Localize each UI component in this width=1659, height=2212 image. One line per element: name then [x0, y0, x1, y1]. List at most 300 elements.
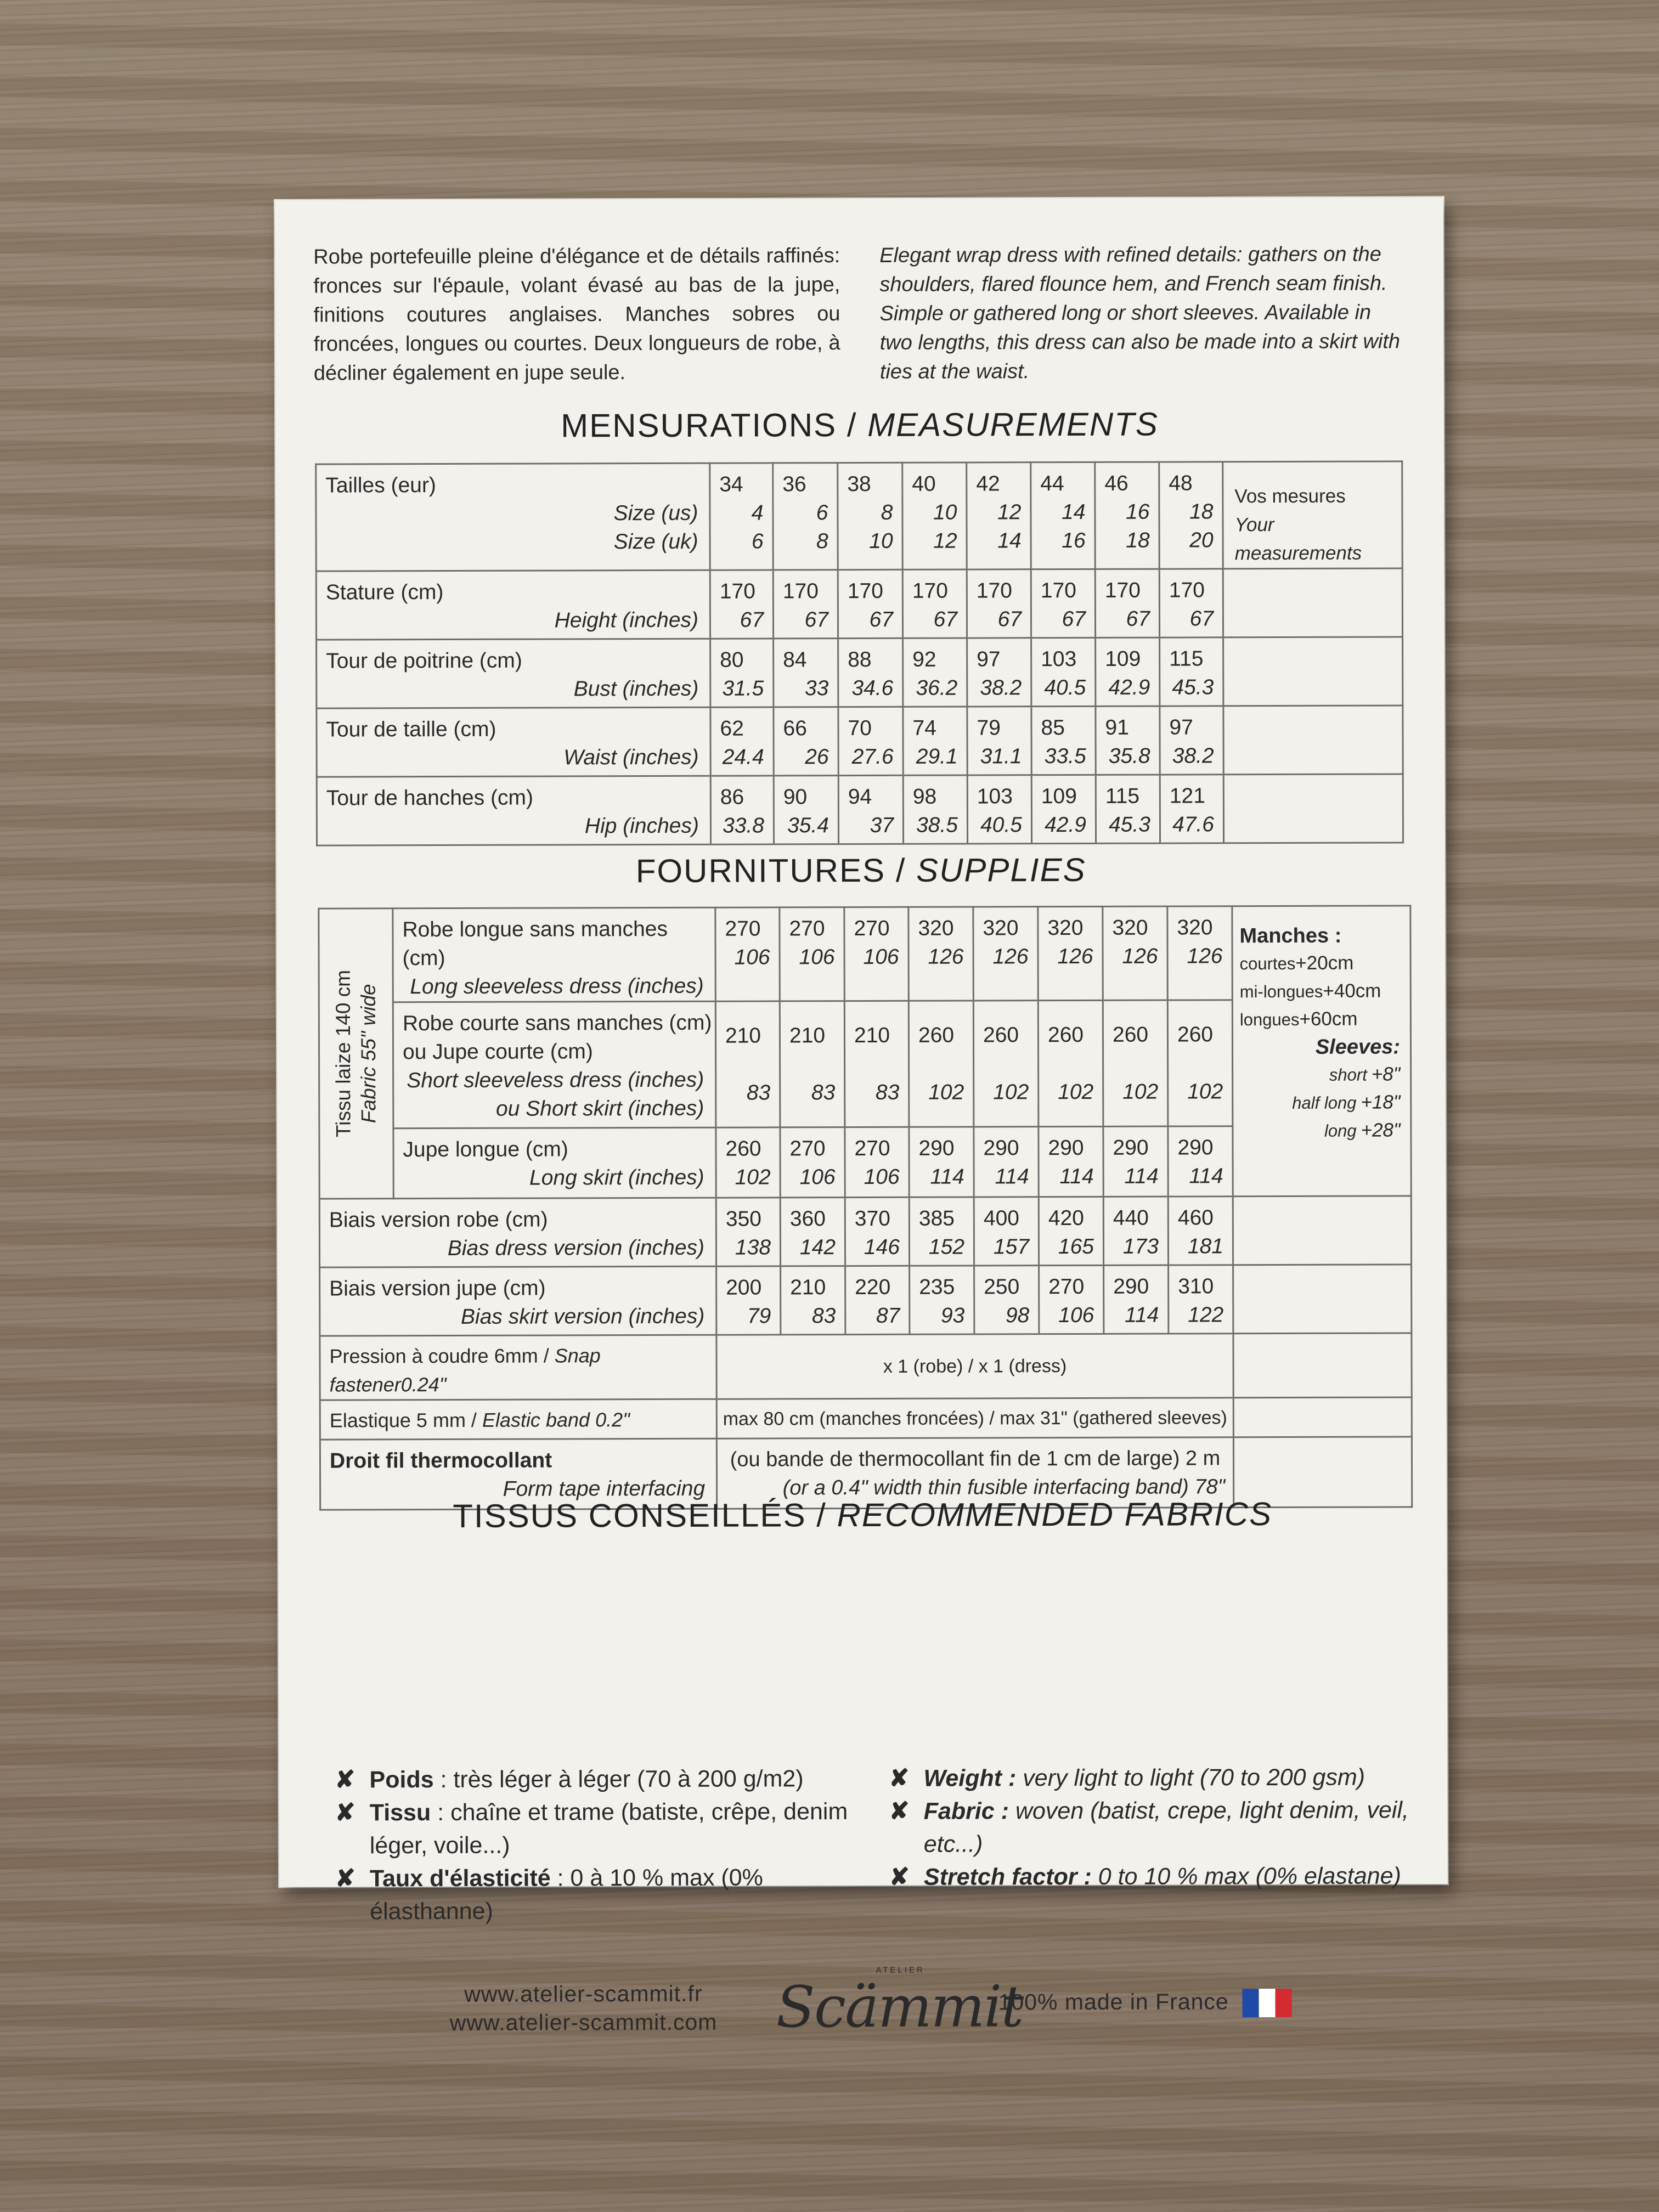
- measurement-label-en: Bust (inches): [573, 676, 699, 701]
- value-inches: 165: [1058, 1234, 1094, 1259]
- size-cell: [773, 463, 838, 570]
- value-cm: 62: [720, 716, 744, 741]
- size-header-row: [316, 461, 1403, 571]
- cross-bullet-icon: ✘: [335, 1799, 356, 1826]
- size-uk: 16: [1062, 528, 1086, 553]
- fabric-row: [319, 906, 1410, 1002]
- value-inches: 42.9: [1045, 812, 1087, 837]
- elastic-row-label-line: [321, 1400, 716, 1435]
- value-cm: 210: [789, 1024, 826, 1048]
- value-inches: 102: [1122, 1080, 1159, 1104]
- value-cm: 85: [1041, 716, 1065, 740]
- value-inches: 114: [995, 1165, 1029, 1189]
- value-inches: 102: [735, 1165, 771, 1189]
- size-eur: 48: [1169, 471, 1193, 495]
- size-eur: 40: [912, 472, 936, 496]
- fabric-label-fr: Robe courte sans manches (cm): [402, 1011, 712, 1036]
- sleeve-type: mi-longues: [1239, 981, 1323, 1002]
- size-uk: 8: [816, 529, 828, 554]
- measurement-label-en: Height (inches): [554, 608, 699, 633]
- bias-label-cell: [319, 1198, 716, 1267]
- bias-value-cell: [909, 1197, 974, 1266]
- your-measurement-blank[interactable]: [1223, 774, 1403, 843]
- value-inches: 87: [876, 1304, 900, 1328]
- elastic-row-value: [716, 1398, 1233, 1438]
- measurement-value-cell: [838, 707, 903, 775]
- value-inches: 106: [1058, 1303, 1094, 1328]
- measurement-value-cell: [774, 639, 838, 707]
- value-cm: 440: [1113, 1206, 1149, 1230]
- value-inches: 181: [1187, 1234, 1224, 1259]
- value-inches: 79: [747, 1304, 771, 1328]
- value-cm: 290: [918, 1136, 955, 1160]
- fabric-label-fr: Jupe longue (cm): [403, 1137, 568, 1162]
- snap-row-value: [716, 1334, 1233, 1399]
- value-cm: 170: [1040, 578, 1076, 603]
- sleeves-title-fr: Manches :: [1239, 924, 1342, 948]
- atelier-scammit-logo: [776, 1962, 1023, 2050]
- flag-stripe: [1259, 1989, 1276, 2017]
- value-cm: 170: [719, 579, 755, 603]
- fabric-value-cell: [909, 1127, 974, 1197]
- snap-row-label-en: Snap fastener0.24": [329, 1344, 601, 1396]
- fabric-value-cell: [909, 1001, 974, 1127]
- bias-value-cell: [1169, 1265, 1233, 1334]
- size-eur: 46: [1104, 471, 1128, 495]
- value-cm: 420: [1048, 1206, 1084, 1231]
- value-cm: 170: [1104, 578, 1141, 602]
- measurement-value-cell: [903, 638, 967, 707]
- value-inches: 40.5: [980, 813, 1023, 837]
- measurement-value-cell: [967, 707, 1031, 775]
- measurement-value-cell: [967, 638, 1031, 707]
- tape-row-value-text: (ou bande de thermocollant fin de 1 cm de large) 2 m: [730, 1446, 1221, 1471]
- value-inches: 67: [997, 607, 1022, 631]
- bias-value-cell: [910, 1266, 974, 1334]
- fabric-value-cell: [716, 1127, 780, 1198]
- value-inches: 83: [875, 1080, 900, 1104]
- size-us: 8: [881, 500, 893, 524]
- value-inches: 24.4: [722, 745, 764, 769]
- value-inches: 67: [740, 608, 764, 632]
- fabric-label-en: Long sleeveless dress (inches): [410, 974, 704, 999]
- value-inches: 106: [863, 945, 899, 969]
- value-inches: 126: [928, 945, 964, 969]
- value-inches: 67: [1189, 607, 1214, 631]
- value-inches: 31.1: [980, 744, 1022, 769]
- value-cm: 109: [1041, 784, 1077, 809]
- sleeve-type: long: [1324, 1121, 1357, 1141]
- value-inches: 106: [734, 945, 770, 969]
- bias-row: [320, 1265, 1412, 1336]
- fabric-value-cell: [1168, 1126, 1233, 1197]
- value-inches: 67: [1062, 607, 1086, 631]
- value-inches: 36.2: [916, 676, 958, 700]
- value-cm: 170: [912, 579, 948, 603]
- size-us: 18: [1189, 500, 1214, 524]
- size-us: 12: [997, 500, 1022, 524]
- your-measurements-en: Your measurements: [1234, 514, 1362, 565]
- value-inches: 114: [1059, 1164, 1094, 1189]
- value-inches: 47.6: [1172, 812, 1215, 837]
- value-inches: 157: [993, 1235, 1030, 1259]
- sleeve-type: short: [1329, 1065, 1367, 1085]
- value-inches: 34.6: [851, 676, 894, 701]
- fabric-label-cell: [393, 907, 715, 1002]
- value-cm: 210: [725, 1024, 761, 1048]
- value-inches: 67: [1126, 607, 1150, 631]
- elastic-row-label-fr: Elastique 5 mm /: [329, 1408, 482, 1432]
- size-us-label: Size (us): [613, 501, 698, 526]
- fabric-item: [329, 1795, 855, 1863]
- fabric-value: : chaîne et trame (batiste, crêpe, denim léger, voile...): [369, 1798, 848, 1859]
- measurement-value-cell: [710, 707, 774, 776]
- value-cm: 350: [725, 1207, 761, 1231]
- size-cell: [1031, 462, 1096, 569]
- value-inches: 83: [811, 1081, 836, 1105]
- bias-label-cell: [320, 1266, 716, 1336]
- elastic-row-value-text: max 80 cm (manches froncées) / max 31" (gathered sleeves): [723, 1407, 1227, 1430]
- value-inches: 102: [1187, 1080, 1223, 1104]
- value-inches: 138: [735, 1235, 771, 1260]
- value-cm: 74: [912, 716, 936, 740]
- sleeve-extra-fr: [1240, 1005, 1400, 1034]
- sleeve-extra-value: +40cm: [1323, 980, 1381, 1002]
- fabric-value-cell: [973, 907, 1038, 1001]
- fabric-width-en: Fabric 55" wide: [357, 984, 380, 1124]
- sleeve-type: half long: [1292, 1093, 1357, 1113]
- measurement-value-cell: [1096, 706, 1160, 775]
- sleeve-extra-value: +60cm: [1299, 1008, 1358, 1030]
- value-cm: 94: [848, 785, 872, 809]
- measurement-value-cell: [1031, 569, 1095, 637]
- measurement-value-cell: [710, 639, 774, 707]
- size-us: 14: [1062, 500, 1086, 524]
- fabric-value: : très léger à léger (70 à 200 g/m2): [433, 1765, 804, 1793]
- size-uk: 12: [933, 529, 957, 553]
- sleeve-extra-fr: [1240, 949, 1400, 978]
- fabric-key: Tissu: [369, 1799, 431, 1826]
- measurement-label-en: Waist (inches): [563, 745, 699, 770]
- size-cell: [838, 462, 903, 569]
- sleeve-extra-fr: [1240, 977, 1400, 1006]
- value-cm: 115: [1105, 784, 1140, 808]
- measurement-value-cell: [1095, 569, 1159, 637]
- size-uk: 20: [1189, 528, 1214, 552]
- value-inches: 67: [933, 607, 958, 631]
- fabric-value-cell: [715, 1001, 780, 1127]
- measurement-row: [317, 774, 1403, 845]
- flag-stripe: [1276, 1989, 1292, 2017]
- measurements-table: [315, 460, 1404, 846]
- size-uk: 6: [751, 529, 764, 554]
- sleeve-extra-value: +20cm: [1295, 952, 1354, 974]
- elastic-row-label: [320, 1399, 716, 1440]
- fabric-key: Fabric :: [923, 1798, 1009, 1825]
- value-cm: 260: [1112, 1023, 1149, 1047]
- value-inches: 37: [870, 813, 894, 837]
- value-inches: 35.8: [1108, 744, 1150, 768]
- value-cm: 320: [1177, 916, 1213, 940]
- value-cm: 84: [783, 648, 807, 672]
- sleeve-extra-value: +18": [1361, 1091, 1401, 1113]
- url-fr[interactable]: www.atelier-scammit.fr: [464, 1980, 703, 2007]
- measurement-label-cell: [316, 570, 710, 640]
- value-cm: 400: [983, 1206, 1019, 1231]
- sleeve-type: courtes: [1239, 953, 1296, 974]
- fabric-label-cell: [393, 1001, 716, 1128]
- fabric-value-cell: [845, 1127, 909, 1197]
- value-cm: 320: [1112, 916, 1148, 940]
- value-cm: 260: [1047, 1023, 1084, 1047]
- footer: [279, 1965, 1448, 2041]
- value-cm: 220: [855, 1275, 891, 1300]
- sleeve-extra-value: +28": [1361, 1119, 1401, 1141]
- value-cm: 66: [783, 716, 807, 741]
- fabric-value-cell: [1103, 1000, 1168, 1126]
- fabric-label-en: Short sleeveless dress (inches): [407, 1068, 704, 1093]
- sleeve-extra-en: [1240, 1060, 1400, 1089]
- size-us: 16: [1126, 500, 1150, 524]
- fabric-item: [883, 1859, 1409, 1894]
- snap-row-label-fr: Pression à coudre 6mm /: [329, 1344, 555, 1368]
- fabric-value-cell: [1167, 1000, 1233, 1126]
- supplies-table: [318, 905, 1413, 1510]
- website-urls: [449, 1979, 717, 2037]
- value-inches: 26: [805, 745, 829, 769]
- bias-value-cell: [716, 1266, 781, 1335]
- size-cell: [1095, 462, 1160, 569]
- measurement-label-cell: [317, 707, 710, 777]
- bias-label-fr: Biais version jupe (cm): [329, 1276, 546, 1301]
- size-eur: 42: [976, 472, 1000, 496]
- size-eur: 34: [719, 472, 743, 496]
- bias-label-en: Bias skirt version (inches): [460, 1304, 705, 1329]
- fabric-value-cell: [780, 1127, 845, 1198]
- measurement-value-cell: [967, 569, 1031, 638]
- value-cm: 210: [854, 1023, 890, 1048]
- value-inches: 83: [811, 1304, 836, 1328]
- bias-value-cell: [974, 1266, 1039, 1334]
- description-english: Elegant wrap dress with refined details: gathers on the shoulders, flared flounce hem, and French seam finish. Simple or gathered long or short sleeves. Available in two lengths, this dress can also be made into a skirt with ties at the waist.: [879, 242, 1401, 383]
- measurement-value-cell: [902, 569, 967, 638]
- value-cm: 460: [1177, 1206, 1214, 1230]
- measurement-value-cell: [1160, 775, 1223, 843]
- fabric-key: Taux d'élasticité: [369, 1865, 551, 1892]
- value-cm: 80: [720, 648, 744, 672]
- cross-bullet-icon: ✘: [889, 1797, 910, 1825]
- bias-value-cell: [716, 1198, 780, 1266]
- value-inches: 114: [930, 1165, 964, 1189]
- measurement-label-en: Hip (inches): [584, 814, 699, 838]
- measurement-row: [317, 706, 1403, 777]
- value-inches: 29.1: [916, 744, 958, 769]
- measurement-label-fr: Tour de hanches (cm): [326, 786, 534, 810]
- measurement-label-cell: [317, 639, 710, 708]
- value-cm: 270: [1048, 1274, 1085, 1299]
- value-cm: 200: [726, 1276, 762, 1300]
- value-cm: 103: [977, 785, 1013, 809]
- value-inches: 42.9: [1108, 675, 1150, 699]
- value-inches: 33.8: [723, 814, 765, 838]
- value-cm: 260: [1177, 1023, 1214, 1047]
- fabric-value-cell: [909, 907, 973, 1001]
- value-cm: 385: [918, 1206, 955, 1231]
- fabric-item: [328, 1762, 855, 1797]
- url-com[interactable]: www.atelier-scammit.com: [449, 2009, 718, 2035]
- value-inches: 67: [869, 607, 894, 631]
- fabric-value-cell: [844, 907, 909, 1001]
- bias-blank: [1233, 1196, 1411, 1265]
- measurement-value-cell: [710, 570, 773, 639]
- description-french: Robe portefeuille pleine d'élégance et de détails raffinés: fronces sur l'épaule, volant évasé au bas de la jupe, finitions coutures anglaises. Manches sobres ou froncées, longues ou courtes. Deux longueurs de robe, à décliner également en jupe seule.: [313, 244, 840, 385]
- your-measurement-blank[interactable]: [1223, 706, 1403, 775]
- value-inches: 98: [1005, 1304, 1030, 1328]
- logo-script-text: Scämmit: [776, 1973, 1023, 2041]
- measurement-value-cell: [967, 775, 1031, 844]
- fabrics-french-list: [328, 1762, 855, 1928]
- measurement-row: [317, 637, 1403, 708]
- value-cm: 290: [1048, 1136, 1084, 1160]
- value-inches: 93: [940, 1304, 965, 1328]
- value-inches: 142: [799, 1235, 836, 1260]
- size-eur: 44: [1040, 472, 1064, 496]
- french-flag-icon: [1243, 1989, 1292, 2017]
- value-inches: 27.6: [851, 744, 894, 769]
- fabrics-title: TISSUS CONSEILLÉS / RECOMMENDED FABRICS: [453, 1496, 1273, 1534]
- fabrics-english-list: [882, 1760, 1409, 1894]
- value-cm: 270: [789, 917, 825, 941]
- value-cm: 86: [720, 785, 744, 809]
- measurement-value-cell: [903, 707, 967, 775]
- value-inches: 114: [1124, 1164, 1159, 1188]
- value-inches: 38.2: [980, 676, 1022, 700]
- fabric-value: : 0 à 10 % max (0% élasthanne): [370, 1864, 763, 1925]
- fabric-value-cell: [1103, 906, 1167, 1000]
- value-cm: 97: [1169, 715, 1193, 740]
- size-eur: 36: [782, 472, 806, 496]
- value-cm: 320: [1047, 916, 1084, 940]
- measurement-value-cell: [774, 707, 838, 776]
- elastic-row-label-en: Elastic band 0.2": [482, 1408, 630, 1431]
- value-cm: 121: [1169, 784, 1205, 808]
- fabric-width-fr: Tissu laize 140 cm: [331, 969, 355, 1138]
- value-cm: 270: [789, 1137, 826, 1161]
- value-cm: 92: [912, 647, 936, 672]
- sleeve-extra-en: [1240, 1116, 1400, 1145]
- your-measurement-blank[interactable]: [1223, 637, 1403, 706]
- value-inches: 83: [746, 1081, 771, 1105]
- value-cm: 79: [977, 716, 1001, 740]
- sleeve-extra-cell: [1232, 906, 1411, 1197]
- value-cm: 235: [919, 1275, 955, 1299]
- value-inches: 106: [799, 1165, 836, 1189]
- tape-row-label-fr: Droit fil thermocollant: [329, 1448, 552, 1473]
- fabric-key: Weight :: [923, 1765, 1017, 1792]
- fabric-value-cell: [1038, 906, 1103, 1000]
- value-inches: 122: [1188, 1303, 1224, 1327]
- value-cm: 170: [976, 579, 1012, 603]
- bias-value-cell: [780, 1198, 845, 1266]
- fabric-value: woven (batist, crepe, light denim, veil, etc...): [923, 1797, 1409, 1858]
- pattern-envelope-back: [275, 197, 1448, 2041]
- fabric-value-cell: [780, 907, 844, 1001]
- bias-label-fr: Biais version robe (cm): [329, 1207, 548, 1232]
- value-inches: 126: [1187, 944, 1223, 968]
- cross-bullet-icon: ✘: [889, 1764, 910, 1792]
- bias-value-cell: [1039, 1197, 1103, 1265]
- fabric-value-cell: [1039, 1126, 1103, 1197]
- measurement-value-cell: [838, 569, 902, 638]
- value-inches: 67: [804, 608, 829, 632]
- bias-value-cell: [1103, 1197, 1168, 1265]
- value-cm: 290: [983, 1136, 1019, 1160]
- sleeve-extra-value: +8": [1371, 1063, 1401, 1085]
- size-uk-label: Size (uk): [613, 529, 698, 554]
- measurement-value-cell: [774, 776, 838, 844]
- fabric-value: 0 to 10 % max (0% elastane): [1091, 1863, 1401, 1890]
- fabric-value-cell: [1103, 1126, 1168, 1197]
- cross-bullet-icon: ✘: [335, 1865, 356, 1892]
- size-us: 10: [933, 500, 957, 524]
- value-inches: 114: [1125, 1303, 1159, 1327]
- value-cm: 370: [854, 1206, 890, 1231]
- measurement-value-cell: [1031, 706, 1096, 775]
- value-inches: 152: [928, 1235, 965, 1259]
- value-inches: 40.5: [1044, 675, 1086, 700]
- bias-blank: [1233, 1265, 1412, 1334]
- measurement-value-cell: [1031, 775, 1096, 843]
- bias-value-cell: [1104, 1265, 1169, 1334]
- snap-row: [320, 1333, 1412, 1400]
- fabric-value-cell: [974, 1127, 1039, 1197]
- supplies-title: FOURNITURES / SUPPLIES: [635, 851, 1086, 890]
- your-measurements-header: [1223, 461, 1403, 569]
- measurements-title: MENSURATIONS / MEASUREMENTS: [561, 405, 1159, 444]
- snap-row-label-line: [320, 1336, 715, 1400]
- bias-value-cell: [974, 1197, 1039, 1266]
- value-cm: 170: [782, 579, 819, 603]
- value-cm: 260: [918, 1023, 955, 1047]
- fabric-value-cell: [780, 1001, 845, 1127]
- size-cell: [902, 462, 967, 569]
- value-cm: 290: [1113, 1136, 1149, 1160]
- your-measurement-blank[interactable]: [1223, 568, 1402, 637]
- value-cm: 320: [983, 916, 1019, 940]
- value-cm: 90: [783, 785, 808, 809]
- tape-row-label-en: Form tape interfacing: [503, 1476, 706, 1501]
- fabric-item: [329, 1861, 855, 1928]
- cross-bullet-icon: ✘: [335, 1766, 356, 1793]
- size-uk: 14: [997, 529, 1022, 553]
- value-cm: 320: [918, 916, 954, 940]
- value-inches: 33: [804, 676, 829, 701]
- fabric-item: [882, 1760, 1409, 1795]
- fabric-label-en: Long skirt (inches): [529, 1165, 704, 1190]
- measurement-value-cell: [1096, 775, 1160, 843]
- fabric-label-fr: Robe longue sans manches (cm): [402, 917, 668, 970]
- value-inches: 45.3: [1109, 812, 1151, 837]
- fabric-label-cell: [393, 1127, 716, 1199]
- value-inches: 38.2: [1172, 744, 1214, 768]
- elastic-row-blank: [1233, 1397, 1412, 1437]
- fabric-value-cell: [1038, 1000, 1103, 1126]
- snap-row-value-text: x 1 (robe) / x 1 (dress): [883, 1356, 1067, 1377]
- value-cm: 260: [725, 1137, 761, 1161]
- flag-stripe: [1243, 1989, 1259, 2017]
- value-inches: 126: [1122, 944, 1158, 968]
- fabric-value: very light to light (70 to 200 gsm): [1016, 1764, 1365, 1792]
